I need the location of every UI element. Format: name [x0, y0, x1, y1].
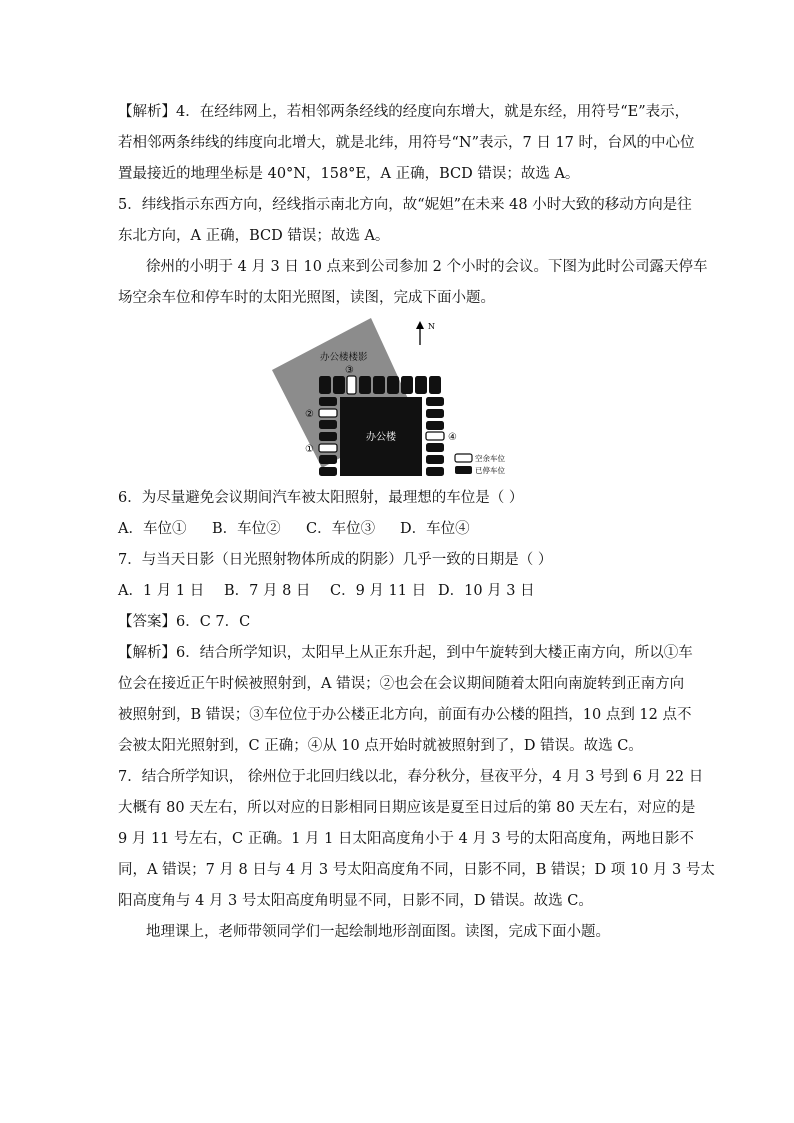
analysis-paragraph: 会被太阳光照射到，C 正确；④从 10 点开始时就被照射到了，D 错误。故选 C。	[118, 738, 643, 754]
parked-space	[387, 376, 399, 394]
parked-space	[426, 443, 444, 452]
legend-empty-swatch	[455, 454, 472, 462]
question-6-stem: 6．为尽量避免会议期间汽车被太阳照射，最理想的车位是（ ）	[118, 490, 524, 506]
analysis-line: 【解析】4．在经纬网上，若相邻两条经线的经度向东增大，就是东经，用符号“E”表示，	[118, 104, 690, 120]
parked-space	[319, 467, 337, 476]
legend-parked-swatch	[455, 466, 472, 474]
parked-space	[426, 397, 444, 406]
north-arrow-head	[416, 321, 424, 329]
parked-space	[319, 432, 337, 441]
empty-space-4	[426, 432, 444, 440]
shadow-label: 办公楼楼影	[320, 352, 368, 363]
north-label: N	[428, 322, 435, 331]
analysis-paragraph: 9 月 11 号左右，C 正确。1 月 1 日太阳高度角小于 4 月 3 号的太阳高度角，两地日影不	[118, 831, 694, 847]
intro-paragraph: 场空余车位和停车时的太阳光照图，读图，完成下面小题。	[118, 290, 495, 306]
parked-space	[373, 376, 385, 394]
parked-space	[319, 420, 337, 429]
parked-space	[426, 455, 444, 464]
empty-space-3	[347, 376, 356, 394]
q7-option-b: B．7 月 8 日	[224, 583, 311, 599]
analysis-paragraph: 被照射到，B 错误；③车位位于办公楼正北方向，前面有办公楼的阻挡，10 点到 12 点不	[118, 707, 692, 723]
q6-option-c: C．车位③	[306, 521, 376, 537]
marker-1: ①	[305, 444, 314, 455]
analysis-paragraph: 7．结合所学知识， 徐州位于北回归线以北，春分秋分，昼夜平分，4 月 3 号到 6 月 22 日	[118, 769, 704, 785]
q6-option-a: A．车位①	[118, 521, 187, 537]
parked-space	[319, 455, 337, 464]
parked-space	[319, 376, 331, 394]
parked-space	[426, 421, 444, 430]
analysis-line: 若相邻两条纬线的纬度向北增大，就是北纬，用符号“N”表示，7 日 17 时，台风的中心位	[118, 135, 695, 151]
q6-option-b: B．车位②	[212, 521, 281, 537]
q6-option-d: D．车位④	[400, 521, 470, 537]
analysis-paragraph: 大概有 80 天左右，所以对应的日影相同日期应该是夏至日过后的第 80 天左右，对应的是	[118, 800, 696, 816]
building-label: 办公楼	[366, 432, 396, 443]
parked-space	[426, 467, 444, 476]
marker-4: ④	[448, 432, 457, 443]
parked-space	[415, 376, 427, 394]
analysis-paragraph: 同，A 错误；7 月 8 日与 4 月 3 号太阳高度角不同，日影不同，B 错误；D 项 10 月 3 号太	[118, 862, 715, 878]
parked-space	[401, 376, 413, 394]
q7-option-d: D．10 月 3 日	[438, 583, 535, 599]
empty-space-2	[319, 409, 337, 417]
parked-space	[426, 409, 444, 418]
parked-space	[319, 397, 337, 406]
analysis-line: 置最接近的地理坐标是 40°N，158°E，A 正确，BCD 错误；故选 A。	[118, 166, 580, 182]
q7-option-a: A．1 月 1 日	[118, 583, 205, 599]
marker-3: ③	[345, 365, 354, 376]
empty-space-1	[319, 444, 337, 452]
analysis-paragraph: 阳高度角与 4 月 3 号太阳高度角明显不同，日影不同，D 错误。故选 C。	[118, 893, 593, 909]
analysis-line: 5．纬线指示东西方向，经线指示南北方向，故“妮妲”在未来 48 小时大致的移动方向是往	[118, 197, 692, 213]
parked-space	[333, 376, 345, 394]
parked-space	[359, 376, 371, 394]
analysis-line: 东北方向，A 正确，BCD 错误；故选 A。	[118, 228, 390, 244]
question-7-stem: 7．与当天日影（日光照射物体所成的阴影）几乎一致的日期是（ ）	[118, 552, 553, 568]
legend-parked-label: 已停车位	[475, 466, 505, 475]
marker-2: ②	[305, 409, 314, 420]
analysis-paragraph: 【解析】6．结合所学知识，太阳早上从正东升起，到中午旋转到大楼正南方向，所以①车	[118, 645, 693, 661]
q7-option-c: C．9 月 11 日	[330, 583, 427, 599]
parking-lot-figure	[266, 318, 530, 482]
answer-line: 【答案】6．C 7．C	[118, 614, 251, 630]
next-section-intro: 地理课上，老师带领同学们一起绘制地形剖面图。读图，完成下面小题。	[146, 924, 610, 940]
analysis-paragraph: 位会在接近正午时候被照射到，A 错误；②也会在会议期间随着太阳向南旋转到正南方向	[118, 676, 685, 692]
intro-paragraph: 徐州的小明于 4 月 3 日 10 点来到公司参加 2 个小时的会议。下图为此时公司露天停车	[146, 259, 708, 275]
legend-empty-label: 空余车位	[475, 454, 505, 463]
parked-space	[429, 376, 441, 394]
